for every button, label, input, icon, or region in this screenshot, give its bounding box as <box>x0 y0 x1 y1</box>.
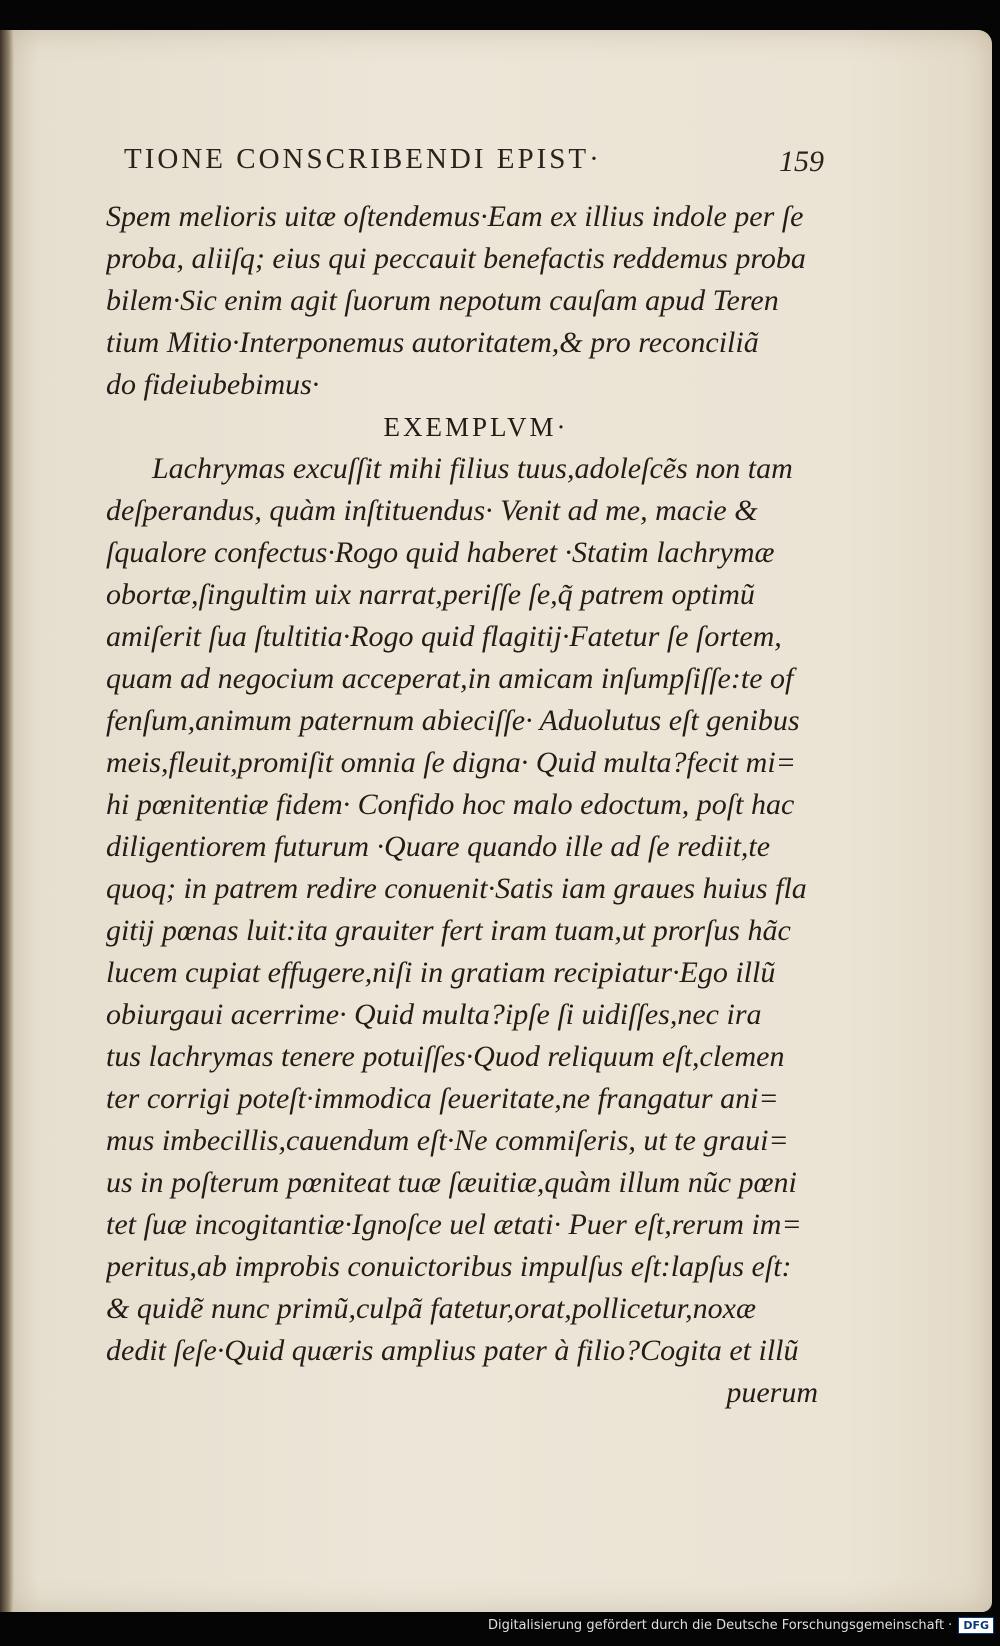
text-line: quam ad negocium acceperat,in amicam inſumpſiſſe:te of <box>106 662 794 695</box>
running-title: TIONE CONSCRIBENDI EPIST· <box>124 143 602 175</box>
page-header <box>124 143 824 183</box>
page-number: 159 <box>779 145 824 178</box>
text-line: us in poſterum pœniteat tuæ ſæuitiæ,quàm illum nũc pœni <box>106 1166 797 1199</box>
text-line: & quidẽ nunc primũ,culpã fatetur,orat,pollicetur,noxæ <box>106 1292 756 1325</box>
text-line: meis,fleuit,promiſit omnia ſe digna· Quid multa?fecit mi= <box>106 746 796 779</box>
text-line: gitij pœnas luit:ita grauiter fert iram tuam,ut prorſus hãc <box>106 914 791 947</box>
text-line: obiurgaui acerrime· Quid multa?ipſe ſi uidiſſes,nec ira <box>106 998 762 1031</box>
text-line: tus lachrymas tenere potuiſſes·Quod reliquum eſt,clemen <box>106 1040 785 1073</box>
text-line: diligentiorem futurum ·Quare quando ille ad ſe rediit,te <box>106 830 771 863</box>
text-line: Lachrymas excuſſit mihi filius tuus,adoleſcẽs non tam <box>152 452 793 485</box>
text-line: tium Mitio·Interponemus autoritatem,& pro reconciliã <box>106 326 759 359</box>
text-line: do fideiubebimus· <box>106 368 320 401</box>
text-line: deſperandus, quàm inſtituendus· Venit ad me, macie & <box>106 494 758 527</box>
text-line: bilem·Sic enim agit ſuorum nepotum cauſam apud Teren <box>106 284 779 317</box>
text-line: proba, aliiſq; eius qui peccauit benefactis reddemus proba <box>106 242 806 275</box>
text-line: mus imbecillis,cauendum eſt·Ne commiſeris, ut te graui= <box>106 1124 789 1157</box>
text-line: hi pœnitentiæ fidem· Confido hoc malo edoctum, poſt hac <box>106 788 795 821</box>
text-line: fenſum,animum paternum abieciſſe· Aduolutus eſt genibus <box>106 704 800 737</box>
text-line: ſqualore confectus·Rogo quid haberet ·Statim lachrymæ <box>106 536 775 569</box>
dfg-logo: DFG <box>958 1617 994 1634</box>
text-line: lucem cupiat effugere,niſi in gratiam recipiatur·Ego illũ <box>106 956 776 989</box>
page-text <box>106 196 826 1414</box>
text-line: obortæ,ſingultim uix narrat,periſſe ſe,q̃ patrem optimũ <box>106 578 755 611</box>
text-line: ter corrigi poteſt·immodica ſeueritate,ne frangatur ani= <box>106 1082 779 1115</box>
page-gutter <box>0 30 14 1612</box>
footer-credit: Digitalisierung gefördert durch die Deutsche Forschungsgemeinschaft · <box>487 1618 953 1633</box>
text-line: tet ſuæ incogitantiæ·Ignoſce uel ætati· Puer eſt,rerum im= <box>106 1208 802 1241</box>
text-line: dedit ſeſe·Quid quæris amplius pater à filio?Cogita et illũ <box>106 1334 799 1367</box>
digitization-footer <box>488 1617 994 1634</box>
catchword: puerum <box>726 1376 818 1409</box>
section-heading: EXEMPLVM· <box>383 412 569 442</box>
text-line: amiſerit ſua ſtultitia·Rogo quid flagitij·Fatetur ſe ſortem, <box>106 620 782 653</box>
text-line: quoq; in patrem redire conuenit·Satis iam graues huius fla <box>106 872 807 905</box>
text-line: Spem melioris uitæ oſtendemus·Eam ex illius indole per ſe <box>106 200 804 233</box>
text-line: peritus,ab improbis conuictoribus impulſus eſt:lapſus eſt: <box>106 1250 792 1283</box>
